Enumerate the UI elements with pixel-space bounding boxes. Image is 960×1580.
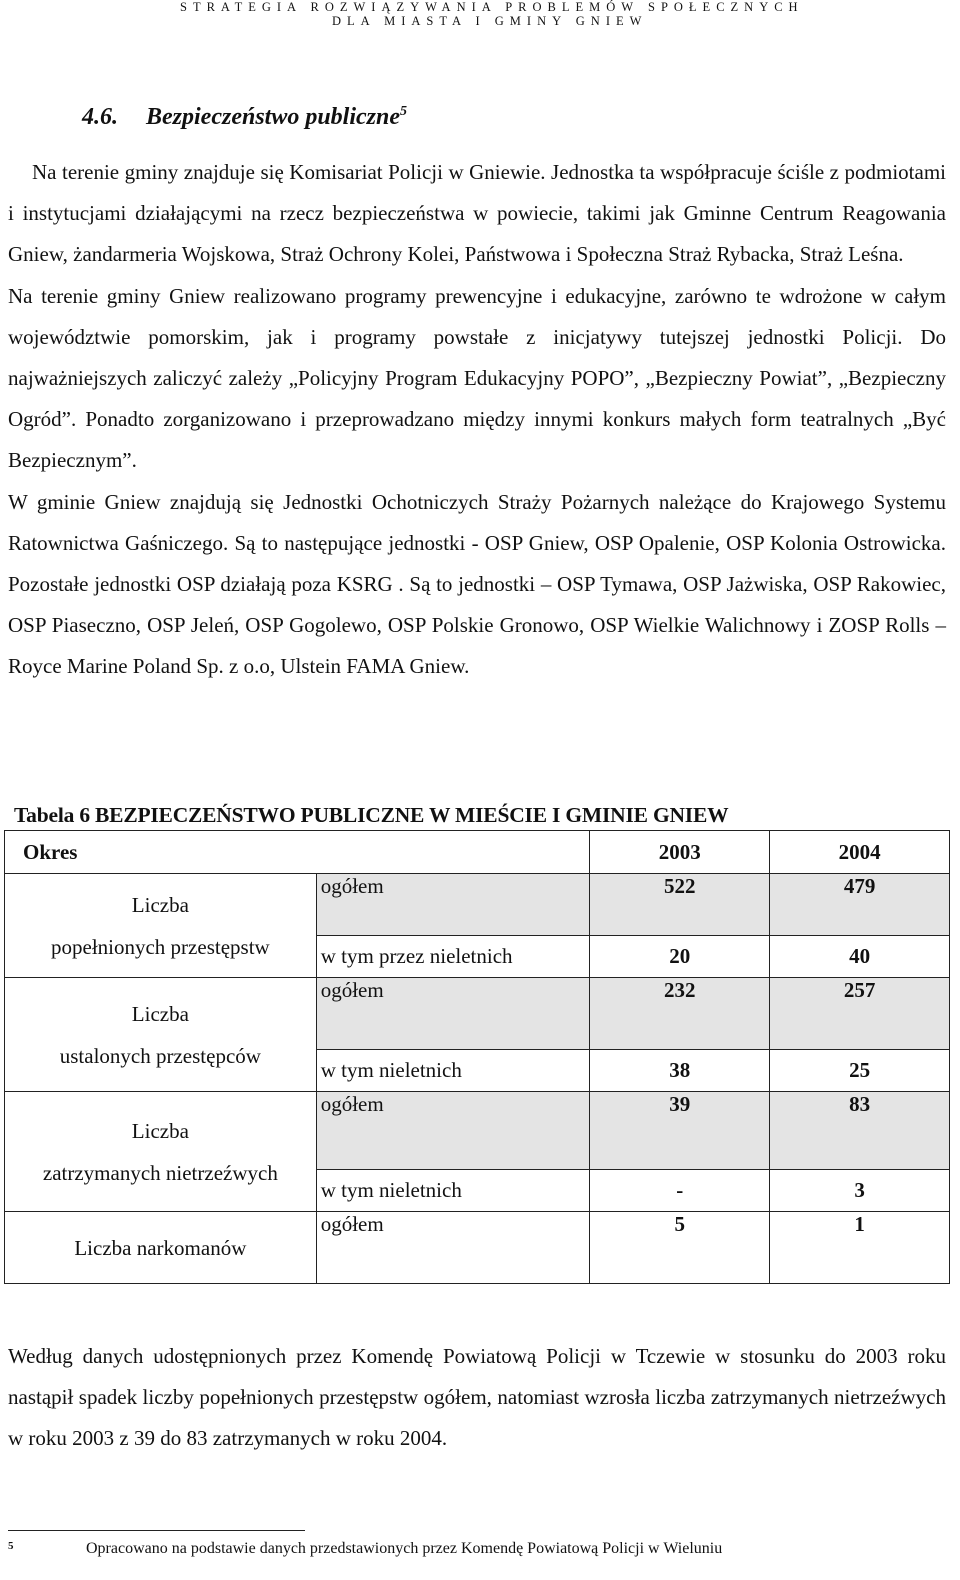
value-cell: 83 xyxy=(770,1092,950,1170)
summary-paragraph: Według danych udostępnionych przez Komendę Powiatową Policji w Tczewie w stosunku do 2003 roku nastąpił spadek liczby popełnionych przestępstw ogółem, natomiast wzrosła liczba zatrzymanych nietrzeźwych w roku 2003 z 39 do 83 zatrzymanych w roku 2004. xyxy=(8,1344,946,1451)
paragraph: W gminie Gniew znajdują się Jednostki Ochotniczych Straży Pożarnych należące do Krajowego Systemu Ratownictwa Gaśniczego. Są to następujące jednostki - OSP Gniew, OSP Opalenie, OSP Kolonia Ostrowicka. Pozostałe jednostki OSP działają poza KSRG . Są to jednostki – OSP Tymawa, OSP Jażwiska, OSP Rakowiec, OSP Piaseczno, OSP Jeleń, OSP Gogolewo, OSP Polskie Gronowo, OSP Wielkie Walichnowy i ZOSP Rolls – Royce Marine Poland Sp. z o.o, Ulstein FAMA Gniew. xyxy=(8,489,946,679)
category-cell xyxy=(5,978,317,1092)
table-row xyxy=(5,874,950,936)
row-label: w tym nieletnich xyxy=(316,1170,590,1212)
year-header: 2004 xyxy=(770,831,950,874)
section-heading xyxy=(82,104,407,131)
value-cell: 257 xyxy=(770,978,950,1050)
footnote xyxy=(8,1540,908,1558)
year-header: 2003 xyxy=(590,831,770,874)
category-label: zatrzymanych nietrzeźwych xyxy=(42,1160,278,1185)
value-cell: 1 xyxy=(770,1212,950,1284)
running-header xyxy=(180,0,940,28)
value-cell: 3 xyxy=(770,1170,950,1212)
table-caption: Tabela 6 BEZPIECZEŃSTWO PUBLICZNE W MIEŚCIE I GMINIE GNIEW xyxy=(14,803,729,827)
value-cell: 39 xyxy=(590,1092,770,1170)
footnote-divider xyxy=(8,1530,305,1531)
value-cell: 232 xyxy=(590,978,770,1050)
value-cell: 38 xyxy=(590,1050,770,1092)
safety-table xyxy=(4,830,950,1284)
value-cell: 40 xyxy=(770,936,950,978)
table-row xyxy=(5,978,950,1050)
category-label: Liczba xyxy=(131,1001,189,1026)
row-label: w tym nieletnich xyxy=(316,1050,590,1092)
category-label: Liczba narkomanów xyxy=(74,1235,247,1260)
value-cell: 25 xyxy=(770,1050,950,1092)
paragraph: Na terenie gminy znajduje się Komisariat Policji w Gniewie. Jednostka ta współpracuje ściśle z podmiotami i instytucjami działającymi na rzecz bezpieczeństwa w powiecie, takimi jak Gminne Centrum Reagowania Gniew, żandarmeria Wojskowa, Straż Ochrony Kolei, Państwowa i Społeczna Straż Rybacka, Straż Leśna. xyxy=(8,160,946,267)
footnote-mark: 5 xyxy=(8,1540,14,1552)
category-label: Liczba xyxy=(131,892,189,917)
section-title: Bezpieczeństwo publiczne xyxy=(146,104,401,130)
category-cell xyxy=(5,874,317,978)
running-header-line2: DLA MIASTA I GMINY GNIEW xyxy=(332,14,648,28)
value-cell: 20 xyxy=(590,936,770,978)
footnote-text: Opracowano na podstawie danych przedstawionych przez Komendę Powiatową Policji w Wieluniu xyxy=(86,1540,723,1557)
okres-header: Okres xyxy=(5,831,590,874)
category-cell xyxy=(5,1212,317,1284)
running-header-line1: STRATEGIA ROZWIĄZYWANIA PROBLEMÓW SPOŁECZNYCH xyxy=(180,0,804,14)
table-row xyxy=(5,1092,950,1170)
footnote-reference: 5 xyxy=(400,104,408,119)
row-label: ogółem xyxy=(316,874,590,936)
value-cell: 5 xyxy=(590,1212,770,1284)
body-text xyxy=(8,152,946,688)
value-cell: 479 xyxy=(770,874,950,936)
row-label: ogółem xyxy=(316,978,590,1050)
paragraph: Na terenie gminy Gniew realizowano programy prewencyjne i edukacyjne, zarówno te wdrożone w całym województwie pomorskim, jak i programy powstałe z inicjatywy tutejszej jednostki Policji. Do najważniejszych zaliczyć zależy „Policyjny Program Edukacyjny POPO”, „Bezpieczny Powiat”, „Bezpieczny Ogród”. Ponadto zorganizowano i przeprowadzano między innymi konkurs małych form teatralnych „Być Bezpiecznym”. xyxy=(8,283,946,473)
row-label: ogółem xyxy=(316,1092,590,1170)
category-label: popełnionych przestępstw xyxy=(51,934,270,959)
category-label: ustalonych przestępców xyxy=(59,1043,261,1068)
value-cell: 522 xyxy=(590,874,770,936)
table-row xyxy=(5,1212,950,1284)
row-label: w tym przez nieletnich xyxy=(316,936,590,978)
section-number: 4.6. xyxy=(82,104,118,130)
category-cell xyxy=(5,1092,317,1212)
value-cell: - xyxy=(590,1170,770,1212)
category-label: Liczba xyxy=(131,1118,189,1143)
table-header-row xyxy=(5,831,950,874)
row-label: ogółem xyxy=(316,1212,590,1284)
